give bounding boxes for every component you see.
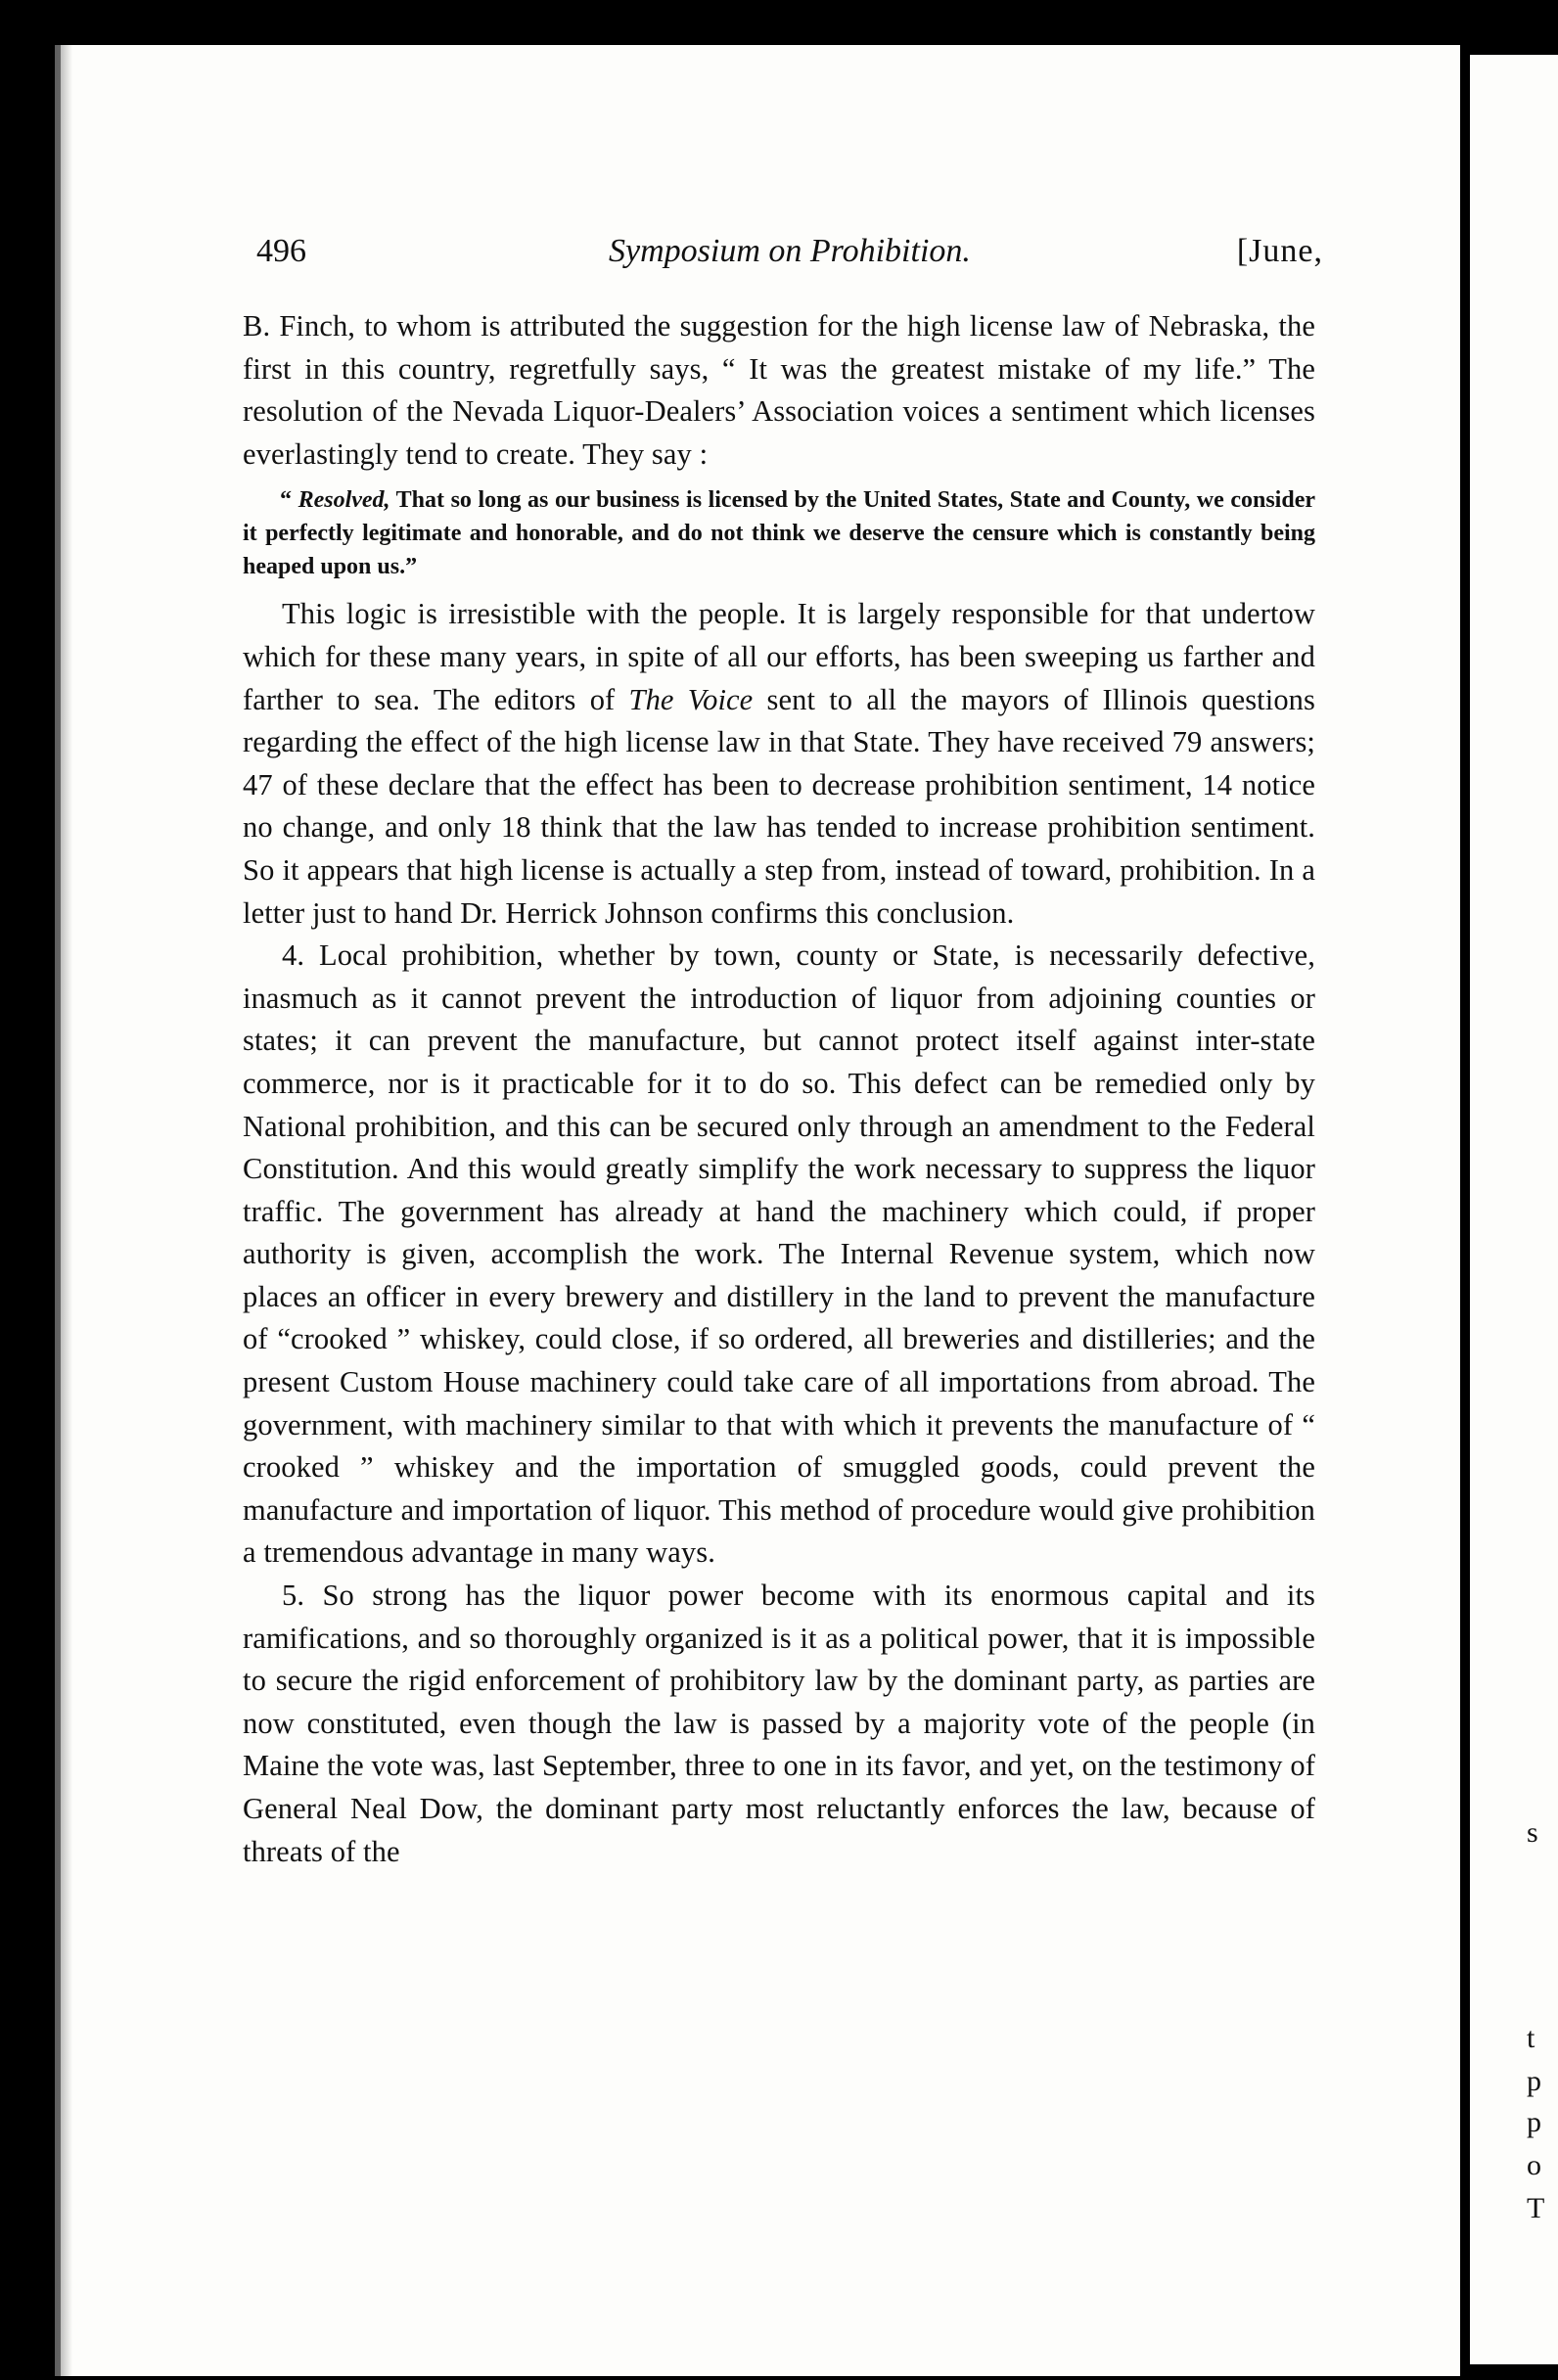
adjacent-page-letter: t xyxy=(1527,2022,1535,2054)
quote-text: That so long as our business is licensed by the United States, State and County, we consider it perfectly legitimate and honorable, and do not think we deserve the censure which is constantly being heaped upon us.” xyxy=(243,487,1315,580)
page-gutter-shadow xyxy=(55,45,72,2376)
adjacent-page-edge xyxy=(1470,55,1558,2364)
paragraph xyxy=(243,593,1315,935)
journal-title: The Voice xyxy=(628,682,754,716)
paragraph: B. Finch, to whom is attributed the suggestion for the high license law of Nebraska, the first in this country, regretfully says, “ It was the greatest mistake of my life.” The resolution of the Nevada Liquor-Dealers’ Association voices a sentiment which licenses everlastingly tend to create. They say : xyxy=(243,309,1315,471)
adjacent-page-letter: T xyxy=(1527,2192,1545,2224)
page-body xyxy=(243,305,1315,1873)
paragraph-text: sent to all the mayors of Illinois questions regarding the effect of the high license law in that State. They have received 79 answers; 47 of these declare that the effect has been to decrease prohibition sentiment, 14 notice no change, and only 18 think that the law has tended to increase prohibition sentiment. So it appears that high license is actually a step from, instead of toward, prohibition. In a letter just to hand Dr. Herrick Johnson confirms this conclusion. xyxy=(243,682,1315,930)
page-number: 496 xyxy=(256,233,306,269)
adjacent-page-letter: o xyxy=(1527,2149,1541,2181)
adjacent-page-letter: s xyxy=(1527,1816,1538,1849)
paragraph-text: This logic is irresistible with the people. It is largely responsible for that undertow which for these many years, in spite of all our efforts, has been sweeping us farther and farther to sea. The editors of xyxy=(243,597,1315,716)
running-month: [June, xyxy=(1236,233,1323,269)
paragraph: 4. Local prohibition, whether by town, county or State, is necessarily defective, inasmuch as it cannot prevent the introduction of liquor from adjoining counties or states; it can prevent the manufacture, but cannot protect itself against inter-state commerce, nor is it practicable for it to do so. This defect can be remedied only by National prohibition, and this can be secured only through an amendment to the Federal Constitution. And this would greatly simplify the work necessary to suppress the liquor traffic. The government has already at hand the machinery which could, if proper authority is given, accomplish the work. The Internal Revenue system, which now places an officer in every brewery and distillery in the land to prevent the manufacture of “crooked ” whiskey, could close, if so ordered, all breweries and distilleries; and the present Custom House machinery could take care of all importations from abroad. The government, with machinery similar to that with which it prevents the manufacture of “ crooked ” whiskey and the importation of smuggled goods, could prevent the manufacture and importation of liquor. This method of procedure would give prohibition a tremendous advantage in many ways. xyxy=(243,938,1315,1570)
resolution-quote xyxy=(243,483,1315,583)
paragraph: 5. So strong has the liquor power become with its enormous capital and its ramifications, and so thoroughly organized is it as a political power, that it is impossible to secure the rigid enforcement of prohibitory law by the dominant party, as parties are now constituted, even though the law is passed by a majority vote of the people (in Maine the vote was, last September, three to one in its favor, and yet, on the testimony of General Neal Dow, the dominant party most reluctantly enforces the law, because of threats of the xyxy=(243,1579,1315,1868)
running-head xyxy=(256,233,1323,278)
adjacent-page-letter: p xyxy=(1527,2065,1541,2097)
quote-resolved: Resolved, xyxy=(298,487,390,514)
adjacent-page-letter: p xyxy=(1527,2106,1541,2138)
running-title: Symposium on Prohibition. xyxy=(609,233,971,269)
quote-open-mark: “ xyxy=(280,487,298,514)
